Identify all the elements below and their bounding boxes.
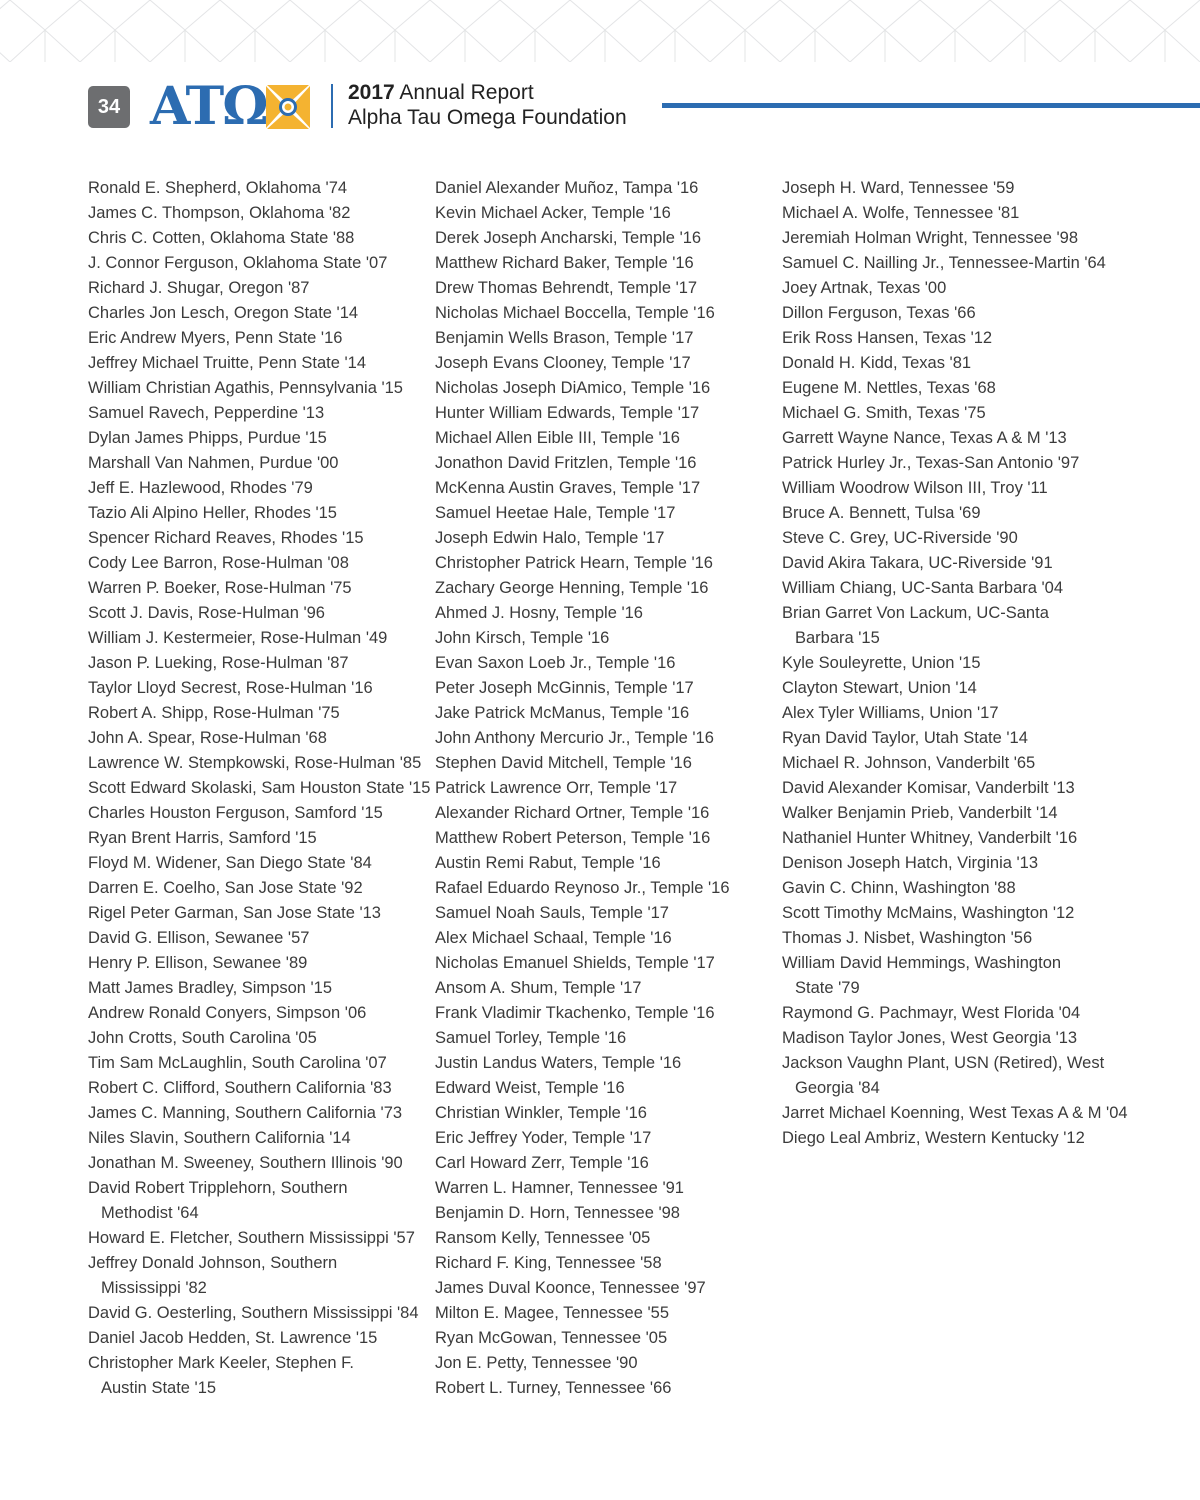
donor-entry: Matthew Richard Baker, Temple '16 — [435, 254, 694, 272]
donor-entry: Diego Leal Ambriz, Western Kentucky '12 — [782, 1129, 1085, 1147]
donor-entry: Floyd M. Widener, San Diego State '84 — [88, 854, 372, 872]
donor-entry: Jackson Vaughn Plant, USN (Retired), West — [782, 1054, 1105, 1072]
donor-entry: Madison Taylor Jones, West Georgia '13 — [782, 1029, 1078, 1047]
donor-entry: David Alexander Komisar, Vanderbilt '13 — [782, 779, 1075, 797]
donor-entry: William David Hemmings, Washington — [782, 954, 1062, 972]
donor-entry: J. Connor Ferguson, Oklahoma State '07 — [88, 254, 388, 272]
donor-entry: Marshall Van Nahmen, Purdue '00 — [88, 454, 339, 472]
donor-entry: Brian Garret Von Lackum, UC-Santa — [782, 604, 1049, 622]
donor-entry: Austin State '15 — [101, 1379, 217, 1397]
donor-entry: Jake Patrick McManus, Temple '16 — [435, 704, 690, 722]
donor-entry: David Robert Tripplehorn, Southern — [88, 1179, 348, 1197]
donor-entry: Andrew Ronald Conyers, Simpson '06 — [88, 1004, 367, 1022]
donor-entry: William Chiang, UC-Santa Barbara '04 — [782, 579, 1064, 597]
donor-entry: Joey Artnak, Texas '00 — [782, 279, 947, 297]
donor-entry: Alex Michael Schaal, Temple '16 — [435, 929, 672, 947]
donor-entry: John A. Spear, Rose-Hulman '68 — [88, 729, 327, 747]
donor-entry: Michael R. Johnson, Vanderbilt '65 — [782, 754, 1036, 772]
donor-entry: Spencer Richard Reaves, Rhodes '15 — [88, 529, 364, 547]
donor-column-3 — [782, 176, 1128, 1151]
donor-entry: William Woodrow Wilson III, Troy '11 — [782, 479, 1048, 497]
donor-entry: Michael G. Smith, Texas '75 — [782, 404, 986, 422]
donor-entry: Ryan McGowan, Tennessee '05 — [435, 1329, 668, 1347]
donor-entry: Charles Jon Lesch, Oregon State '14 — [88, 304, 359, 322]
donor-entry: Howard E. Fletcher, Southern Mississippi '57 — [88, 1229, 415, 1247]
donor-entry: Ryan Brent Harris, Samford '15 — [88, 829, 317, 847]
donor-entry: Michael A. Wolfe, Tennessee '81 — [782, 204, 1020, 222]
donor-entry: Henry P. Ellison, Sewanee '89 — [88, 954, 308, 972]
donor-entry: Benjamin D. Horn, Tennessee '98 — [435, 1204, 680, 1222]
header-divider — [331, 84, 333, 128]
donor-entry: Gavin C. Chinn, Washington '88 — [782, 879, 1016, 897]
donor-entry: Scott J. Davis, Rose-Hulman '96 — [88, 604, 325, 622]
donor-entry: James C. Manning, Southern California '73 — [88, 1104, 403, 1122]
donor-entry: Eric Jeffrey Yoder, Temple '17 — [435, 1129, 652, 1147]
donor-entry: Nicholas Michael Boccella, Temple '16 — [435, 304, 715, 322]
donor-entry: David Akira Takara, UC-Riverside '91 — [782, 554, 1053, 572]
donor-entry: Methodist '64 — [101, 1204, 199, 1222]
donor-entry: Ronald E. Shepherd, Oklahoma '74 — [88, 179, 348, 197]
donor-entry: Scott Timothy McMains, Washington '12 — [782, 904, 1075, 922]
donor-entry: Samuel C. Nailling Jr., Tennessee-Martin '64 — [782, 254, 1106, 272]
donor-entry: Evan Saxon Loeb Jr., Temple '16 — [435, 654, 676, 672]
donor-entry: McKenna Austin Graves, Temple '17 — [435, 479, 701, 497]
donor-entry: Michael Allen Eible III, Temple '16 — [435, 429, 680, 447]
donor-entry: Garrett Wayne Nance, Texas A & M '13 — [782, 429, 1067, 447]
donor-entry: James Duval Koonce, Tennessee '97 — [435, 1279, 706, 1297]
donor-entry: Austin Remi Rabut, Temple '16 — [435, 854, 661, 872]
donor-entry: John Crotts, South Carolina '05 — [88, 1029, 317, 1047]
donor-entry: Nathaniel Hunter Whitney, Vanderbilt '16 — [782, 829, 1078, 847]
donor-entry: Eugene M. Nettles, Texas '68 — [782, 379, 996, 397]
donor-entry: Christopher Mark Keeler, Stephen F. — [88, 1354, 354, 1372]
donor-entry: Rafael Eduardo Reynoso Jr., Temple '16 — [435, 879, 730, 897]
donor-entry: Joseph Evans Clooney, Temple '17 — [435, 354, 691, 372]
donor-entry: Hunter William Edwards, Temple '17 — [435, 404, 700, 422]
donor-entry: John Kirsch, Temple '16 — [435, 629, 610, 647]
donor-entry: Jonathan M. Sweeney, Southern Illinois '90 — [88, 1154, 403, 1172]
donor-entry: Christian Winkler, Temple '16 — [435, 1104, 647, 1122]
donor-entry: Derek Joseph Ancharski, Temple '16 — [435, 229, 702, 247]
donor-entry: Mississippi '82 — [101, 1279, 207, 1297]
donor-entry: Peter Joseph McGinnis, Temple '17 — [435, 679, 694, 697]
donor-entry: Drew Thomas Behrendt, Temple '17 — [435, 279, 698, 297]
donor-entry: Ransom Kelly, Tennessee '05 — [435, 1229, 651, 1247]
donor-entry: Justin Landus Waters, Temple '16 — [435, 1054, 682, 1072]
donor-entry: Christopher Patrick Hearn, Temple '16 — [435, 554, 713, 572]
donor-entry: Eric Andrew Myers, Penn State '16 — [88, 329, 343, 347]
donor-entry: Richard J. Shugar, Oregon '87 — [88, 279, 310, 297]
donor-entry: Warren L. Hamner, Tennessee '91 — [435, 1179, 684, 1197]
donor-entry: William Christian Agathis, Pennsylvania '15 — [88, 379, 403, 397]
donor-entry: Niles Slavin, Southern California '14 — [88, 1129, 351, 1147]
ato-logo-text: ATΩ — [150, 76, 267, 137]
maltese-cross-icon — [263, 82, 313, 132]
donor-entry: Steve C. Grey, UC-Riverside '90 — [782, 529, 1018, 547]
donor-entry: Zachary George Henning, Temple '16 — [435, 579, 709, 597]
donor-entry: Bruce A. Bennett, Tulsa '69 — [782, 504, 981, 522]
donor-entry: Kyle Souleyrette, Union '15 — [782, 654, 981, 672]
donor-entry: Tim Sam McLaughlin, South Carolina '07 — [88, 1054, 387, 1072]
donor-column-1 — [88, 176, 431, 1401]
donor-entry: Matthew Robert Peterson, Temple '16 — [435, 829, 711, 847]
donor-entry: Joseph H. Ward, Tennessee '59 — [782, 179, 1015, 197]
donor-entry: John Anthony Mercurio Jr., Temple '16 — [435, 729, 714, 747]
donor-entry: Alex Tyler Williams, Union '17 — [782, 704, 999, 722]
donor-entry: Nicholas Joseph DiAmico, Temple '16 — [435, 379, 711, 397]
donor-entry: State '79 — [795, 979, 860, 997]
donor-entry: Darren E. Coelho, San Jose State '92 — [88, 879, 363, 897]
donor-entry: Jason P. Lueking, Rose-Hulman '87 — [88, 654, 349, 672]
donor-entry: Matt James Bradley, Simpson '15 — [88, 979, 333, 997]
donor-entry: Erik Ross Hansen, Texas '12 — [782, 329, 993, 347]
donor-entry: Lawrence W. Stempkowski, Rose-Hulman '85 — [88, 754, 422, 772]
donor-entry: Jeffrey Michael Truitte, Penn State '14 — [88, 354, 366, 372]
donor-entry: Jarret Michael Koenning, West Texas A & M '04 — [782, 1104, 1128, 1122]
donor-entry: Charles Houston Ferguson, Samford '15 — [88, 804, 383, 822]
donor-entry: Ryan David Taylor, Utah State '14 — [782, 729, 1028, 747]
donor-column-2 — [435, 176, 730, 1401]
donor-entry: Raymond G. Pachmayr, West Florida '04 — [782, 1004, 1081, 1022]
donor-entry: Warren P. Boeker, Rose-Hulman '75 — [88, 579, 352, 597]
report-title — [348, 81, 534, 105]
donor-entry: Denison Joseph Hatch, Virginia '13 — [782, 854, 1038, 872]
donor-entry: Ahmed J. Hosny, Temple '16 — [435, 604, 643, 622]
donor-entry: Robert A. Shipp, Rose-Hulman '75 — [88, 704, 340, 722]
page-number-badge: 34 — [88, 86, 130, 128]
donor-entry: Samuel Torley, Temple '16 — [435, 1029, 627, 1047]
donor-entry: Georgia '84 — [795, 1079, 880, 1097]
donor-entry: Chris C. Cotten, Oklahoma State '88 — [88, 229, 355, 247]
donor-entry: David G. Oesterling, Southern Mississippi '84 — [88, 1304, 419, 1322]
header-rule — [662, 103, 1200, 108]
donor-entry: Donald H. Kidd, Texas '81 — [782, 354, 972, 372]
donor-entry: Alexander Richard Ortner, Temple '16 — [435, 804, 710, 822]
donor-entry: Daniel Alexander Muñoz, Tampa '16 — [435, 179, 699, 197]
organization-name: Alpha Tau Omega Foundation — [348, 106, 627, 129]
donor-entry: Dillon Ferguson, Texas '66 — [782, 304, 976, 322]
donor-entry: Samuel Ravech, Pepperdine '13 — [88, 404, 325, 422]
header-cube-pattern — [0, 0, 1200, 62]
donor-entry: James C. Thompson, Oklahoma '82 — [88, 204, 351, 222]
donor-entry: Benjamin Wells Brason, Temple '17 — [435, 329, 694, 347]
donor-entry: Robert L. Turney, Tennessee '66 — [435, 1379, 672, 1397]
donor-entry: Jeffrey Donald Johnson, Southern — [88, 1254, 338, 1272]
report-year: 2017 — [348, 81, 395, 104]
donor-entry: Ansom A. Shum, Temple '17 — [435, 979, 642, 997]
donor-entry: Dylan James Phipps, Purdue '15 — [88, 429, 327, 447]
donor-entry: Milton E. Magee, Tennessee '55 — [435, 1304, 669, 1322]
donor-entry: Jon E. Petty, Tennessee '90 — [435, 1354, 638, 1372]
donor-entry: Joseph Edwin Halo, Temple '17 — [435, 529, 665, 547]
donor-entry: Edward Weist, Temple '16 — [435, 1079, 625, 1097]
donor-entry: David G. Ellison, Sewanee '57 — [88, 929, 310, 947]
donor-entry: Stephen David Mitchell, Temple '16 — [435, 754, 692, 772]
donor-entry: Rigel Peter Garman, San Jose State '13 — [88, 904, 381, 922]
donor-entry: Kevin Michael Acker, Temple '16 — [435, 204, 671, 222]
donor-entry: Patrick Hurley Jr., Texas-San Antonio '97 — [782, 454, 1080, 472]
donor-entry: Barbara '15 — [795, 629, 880, 647]
donor-entry: Clayton Stewart, Union '14 — [782, 679, 977, 697]
donor-entry: William J. Kestermeier, Rose-Hulman '49 — [88, 629, 388, 647]
donor-entry: Jonathon David Fritzlen, Temple '16 — [435, 454, 697, 472]
donor-entry: Tazio Ali Alpino Heller, Rhodes '15 — [88, 504, 337, 522]
report-title-text: Annual Report — [399, 81, 534, 104]
donor-entry: Jeff E. Hazlewood, Rhodes '79 — [88, 479, 313, 497]
donor-entry: Robert C. Clifford, Southern California '83 — [88, 1079, 392, 1097]
donor-entry: Cody Lee Barron, Rose-Hulman '08 — [88, 554, 349, 572]
donor-entry: Frank Vladimir Tkachenko, Temple '16 — [435, 1004, 715, 1022]
donor-entry: Jeremiah Holman Wright, Tennessee '98 — [782, 229, 1079, 247]
donor-entry: Daniel Jacob Hedden, St. Lawrence '15 — [88, 1329, 378, 1347]
donor-entry: Scott Edward Skolaski, Sam Houston State '15 — [88, 779, 431, 797]
donor-entry: Richard F. King, Tennessee '58 — [435, 1254, 662, 1272]
donor-entry: Carl Howard Zerr, Temple '16 — [435, 1154, 649, 1172]
donor-entry: Taylor Lloyd Secrest, Rose-Hulman '16 — [88, 679, 373, 697]
donor-entry: Samuel Heetae Hale, Temple '17 — [435, 504, 676, 522]
donor-entry: Samuel Noah Sauls, Temple '17 — [435, 904, 669, 922]
donor-entry: Walker Benjamin Prieb, Vanderbilt '14 — [782, 804, 1058, 822]
donor-entry: Patrick Lawrence Orr, Temple '17 — [435, 779, 678, 797]
donor-entry: Nicholas Emanuel Shields, Temple '17 — [435, 954, 715, 972]
donor-entry: Thomas J. Nisbet, Washington '56 — [782, 929, 1033, 947]
